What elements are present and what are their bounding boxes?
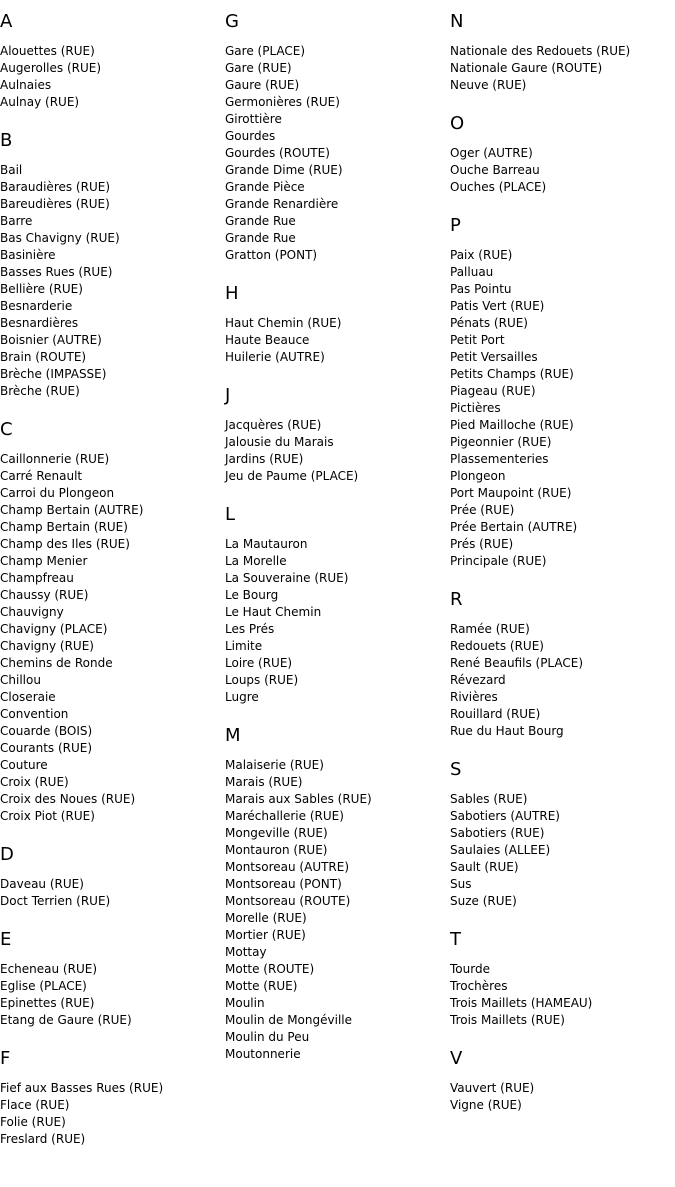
- street-entry: Petits Champs (RUE): [450, 367, 574, 381]
- street-entry: Montsoreau (ROUTE): [225, 894, 351, 908]
- street-entry: Huilerie (AUTRE): [225, 350, 325, 364]
- street-list: [225, 315, 450, 366]
- street-entry: Couarde (BOIS): [0, 724, 93, 738]
- street-entry: Convention: [0, 707, 69, 721]
- street-entry: Bas Chavigny (RUE): [0, 231, 120, 245]
- street-entry: Moulin: [225, 996, 265, 1010]
- street-entry: Ouches (PLACE): [450, 180, 547, 194]
- street-entry: Aulnay (RUE): [0, 95, 80, 109]
- street-entry: Jardins (RUE): [225, 452, 304, 466]
- street-entry: Grande Rue: [225, 214, 296, 228]
- street-entry: Nationale Gaure (ROUTE): [450, 61, 603, 75]
- section-letter-heading: P: [450, 215, 461, 236]
- street-list: [225, 757, 450, 1063]
- street-list: [450, 621, 675, 740]
- street-entry: Bail: [0, 163, 23, 177]
- street-entry: Gourdes (ROUTE): [225, 146, 330, 160]
- section-letter-heading: H: [225, 283, 239, 304]
- street-entry: Carroi du Plongeon: [0, 486, 115, 500]
- street-entry: Pénats (RUE): [450, 316, 528, 330]
- street-entry: Oger (AUTRE): [450, 146, 533, 160]
- street-entry: Ramée (RUE): [450, 622, 530, 636]
- street-entry: Patis Vert (RUE): [450, 299, 545, 313]
- index-column: [0, 10, 225, 1166]
- section-letter-heading: M: [225, 725, 241, 746]
- street-entry: Freslard (RUE): [0, 1132, 86, 1146]
- street-entry: Gratton (PONT): [225, 248, 318, 262]
- letter-section: [450, 214, 675, 570]
- street-entry: Sables (RUE): [450, 792, 528, 806]
- street-entry: La Morelle: [225, 554, 287, 568]
- section-letter-heading: C: [0, 419, 13, 440]
- street-entry: Trois Maillets (HAMEAU): [450, 996, 593, 1010]
- letter-section: [0, 418, 225, 825]
- street-entry: Gourdes: [225, 129, 276, 143]
- street-entry: Barre: [0, 214, 33, 228]
- street-entry: Montauron (RUE): [225, 843, 328, 857]
- street-entry: Prés (RUE): [450, 537, 514, 551]
- street-entry: Caillonnerie (RUE): [0, 452, 110, 466]
- street-entry: Moutonnerie: [225, 1047, 301, 1061]
- street-entry: Brain (ROUTE): [0, 350, 87, 364]
- street-entry: Port Maupoint (RUE): [450, 486, 572, 500]
- street-entry: Brèche (IMPASSE): [0, 367, 107, 381]
- section-letter-heading: E: [0, 929, 12, 950]
- street-entry: Besnardières: [0, 316, 79, 330]
- street-entry: Piageau (RUE): [450, 384, 536, 398]
- street-entry: Loups (RUE): [225, 673, 299, 687]
- street-entry: Eglise (PLACE): [0, 979, 87, 993]
- letter-section: [450, 112, 675, 196]
- street-entry: La Mautauron: [225, 537, 308, 551]
- street-entry: Echeneau (RUE): [0, 962, 97, 976]
- street-entry: Prée Bertain (AUTRE): [450, 520, 578, 534]
- street-entry: Rivières: [450, 690, 498, 704]
- street-entry: Chauvigny: [0, 605, 64, 619]
- letter-section: [450, 1047, 675, 1114]
- street-entry: Champ des Iles (RUE): [0, 537, 130, 551]
- street-entry: Tourde: [450, 962, 490, 976]
- letter-section: [225, 724, 450, 1063]
- street-entry: Croix (RUE): [0, 775, 69, 789]
- street-entry: Paix (RUE): [450, 248, 513, 262]
- street-entry: Marais aux Sables (RUE): [225, 792, 372, 806]
- street-entry: Gaure (RUE): [225, 78, 300, 92]
- street-entry: Bareudières (RUE): [0, 197, 110, 211]
- street-entry: Bellière (RUE): [0, 282, 83, 296]
- letter-section: [0, 10, 225, 111]
- section-letter-heading: L: [225, 504, 236, 525]
- street-entry: Aulnaies: [0, 78, 52, 92]
- letter-section: [0, 1047, 225, 1148]
- street-entry: La Souveraine (RUE): [225, 571, 349, 585]
- street-list: [225, 43, 450, 264]
- street-entry: Gare (PLACE): [225, 44, 306, 58]
- street-entry: Motte (RUE): [225, 979, 298, 993]
- letter-section: [450, 928, 675, 1029]
- street-list: [450, 961, 675, 1029]
- street-list: [225, 417, 450, 485]
- street-entry: Besnarderie: [0, 299, 73, 313]
- street-entry: René Beaufils (PLACE): [450, 656, 584, 670]
- street-entry: Grande Pièce: [225, 180, 305, 194]
- street-entry: Chaussy (RUE): [0, 588, 89, 602]
- street-entry: Sus: [450, 877, 472, 891]
- street-entry: Le Bourg: [225, 588, 279, 602]
- street-entry: Pied Mailloche (RUE): [450, 418, 574, 432]
- street-entry: Flace (RUE): [0, 1098, 70, 1112]
- street-entry: Champ Bertain (AUTRE): [0, 503, 144, 517]
- street-entry: Sabotiers (RUE): [450, 826, 545, 840]
- street-entry: Révezard: [450, 673, 506, 687]
- street-entry: Grande Dime (RUE): [225, 163, 343, 177]
- street-entry: Folie (RUE): [0, 1115, 66, 1129]
- street-entry: Trois Maillets (RUE): [450, 1013, 565, 1027]
- street-entry: Etang de Gaure (RUE): [0, 1013, 132, 1027]
- section-letter-heading: D: [0, 844, 14, 865]
- letter-section: [0, 843, 225, 910]
- street-list: [225, 536, 450, 706]
- section-letter-heading: S: [450, 759, 462, 780]
- section-letter-heading: B: [0, 130, 13, 151]
- street-entry: Couture: [0, 758, 48, 772]
- street-entry: Carré Renault: [0, 469, 83, 483]
- street-list: [450, 791, 675, 910]
- street-list: [450, 247, 675, 570]
- section-letter-heading: A: [0, 11, 13, 32]
- street-entry: Suze (RUE): [450, 894, 517, 908]
- street-entry: Daveau (RUE): [0, 877, 84, 891]
- street-entry: Courants (RUE): [0, 741, 93, 755]
- street-list: [0, 876, 225, 910]
- street-entry: Redouets (RUE): [450, 639, 544, 653]
- street-entry: Chemins de Ronde: [0, 656, 113, 670]
- street-entry: Croix Piot (RUE): [0, 809, 95, 823]
- street-entry: Ouche Barreau: [450, 163, 540, 177]
- street-list: [0, 1080, 225, 1148]
- street-entry: Augerolles (RUE): [0, 61, 102, 75]
- street-entry: Chavigny (PLACE): [0, 622, 108, 636]
- letter-section: [450, 10, 675, 94]
- street-entry: Petit Versailles: [450, 350, 538, 364]
- street-entry: Vigne (RUE): [450, 1098, 522, 1112]
- letter-section: [225, 384, 450, 485]
- section-letter-heading: N: [450, 11, 464, 32]
- street-list: [450, 43, 675, 94]
- street-entry: Mortier (RUE): [225, 928, 306, 942]
- street-entry: Champfreau: [0, 571, 74, 585]
- street-entry: Gare (RUE): [225, 61, 292, 75]
- street-entry: Limite: [225, 639, 263, 653]
- street-entry: Basses Rues (RUE): [0, 265, 113, 279]
- street-entry: Les Prés: [225, 622, 275, 636]
- street-entry: Loire (RUE): [225, 656, 293, 670]
- street-entry: Champ Menier: [0, 554, 88, 568]
- section-letter-heading: J: [225, 385, 231, 406]
- section-letter-heading: T: [450, 929, 461, 950]
- street-list: [0, 43, 225, 111]
- street-entry: Montsoreau (PONT): [225, 877, 342, 891]
- street-list: [450, 145, 675, 196]
- street-entry: Chillou: [0, 673, 41, 687]
- street-entry: Petit Port: [450, 333, 505, 347]
- street-entry: Baraudières (RUE): [0, 180, 110, 194]
- section-letter-heading: V: [450, 1048, 463, 1069]
- street-entry: Epinettes (RUE): [0, 996, 95, 1010]
- section-letter-heading: F: [0, 1048, 11, 1069]
- street-entry: Palluau: [450, 265, 494, 279]
- street-entry: Trochères: [450, 979, 508, 993]
- section-letter-heading: G: [225, 11, 239, 32]
- street-entry: Mongeville (RUE): [225, 826, 328, 840]
- street-entry: Le Haut Chemin: [225, 605, 322, 619]
- street-entry: Fief aux Basses Rues (RUE): [0, 1081, 164, 1095]
- street-entry: Morelle (RUE): [225, 911, 307, 925]
- index-column: [225, 10, 450, 1081]
- street-entry: Moulin du Peu: [225, 1030, 310, 1044]
- street-entry: Principale (RUE): [450, 554, 547, 568]
- street-entry: Champ Bertain (RUE): [0, 520, 128, 534]
- street-entry: Doct Terrien (RUE): [0, 894, 111, 908]
- street-entry: Chavigny (RUE): [0, 639, 94, 653]
- street-entry: Mottay: [225, 945, 267, 959]
- street-entry: Moulin de Mongéville: [225, 1013, 352, 1027]
- street-entry: Brèche (RUE): [0, 384, 80, 398]
- letter-section: [0, 928, 225, 1029]
- street-entry: Haute Beauce: [225, 333, 310, 347]
- street-entry: Rouillard (RUE): [450, 707, 541, 721]
- street-entry: Rue du Haut Bourg: [450, 724, 564, 738]
- street-entry: Jacquères (RUE): [225, 418, 322, 432]
- street-list: [0, 162, 225, 400]
- street-entry: Marais (RUE): [225, 775, 303, 789]
- street-list: [450, 1080, 675, 1114]
- street-entry: Pigeonnier (RUE): [450, 435, 552, 449]
- street-entry: Sault (RUE): [450, 860, 519, 874]
- street-entry: Sabotiers (AUTRE): [450, 809, 560, 823]
- letter-section: [450, 588, 675, 740]
- street-entry: Jalousie du Marais: [225, 435, 334, 449]
- letter-section: [450, 758, 675, 910]
- street-entry: Jeu de Paume (PLACE): [225, 469, 359, 483]
- street-entry: Nationale des Redouets (RUE): [450, 44, 631, 58]
- street-entry: Plongeon: [450, 469, 506, 483]
- section-letter-heading: R: [450, 589, 463, 610]
- street-entry: Grande Renardière: [225, 197, 339, 211]
- street-entry: Germonières (RUE): [225, 95, 340, 109]
- street-entry: Montsoreau (AUTRE): [225, 860, 350, 874]
- street-entry: Saulaies (ALLEE): [450, 843, 551, 857]
- letter-section: [225, 282, 450, 366]
- letter-section: [225, 503, 450, 706]
- street-entry: Prée (RUE): [450, 503, 515, 517]
- street-entry: Pictières: [450, 401, 501, 415]
- street-entry: Malaiserie (RUE): [225, 758, 324, 772]
- street-entry: Closeraie: [0, 690, 56, 704]
- letter-section: [225, 10, 450, 264]
- street-entry: Haut Chemin (RUE): [225, 316, 342, 330]
- street-entry: Pas Pointu: [450, 282, 512, 296]
- street-entry: Croix des Noues (RUE): [0, 792, 136, 806]
- street-entry: Vauvert (RUE): [450, 1081, 535, 1095]
- street-entry: Lugre: [225, 690, 259, 704]
- street-entry: Grande Rue: [225, 231, 296, 245]
- section-letter-heading: O: [450, 113, 465, 134]
- index-column: [450, 10, 675, 1132]
- street-list: [0, 451, 225, 825]
- street-entry: Basinière: [0, 248, 56, 262]
- street-entry: Girottière: [225, 112, 282, 126]
- street-entry: Motte (ROUTE): [225, 962, 315, 976]
- street-entry: Plassementeries: [450, 452, 549, 466]
- street-list: [0, 961, 225, 1029]
- street-entry: Boisnier (AUTRE): [0, 333, 102, 347]
- letter-section: [0, 129, 225, 400]
- street-entry: Alouettes (RUE): [0, 44, 95, 58]
- street-entry: Maréchallerie (RUE): [225, 809, 344, 823]
- street-entry: Neuve (RUE): [450, 78, 527, 92]
